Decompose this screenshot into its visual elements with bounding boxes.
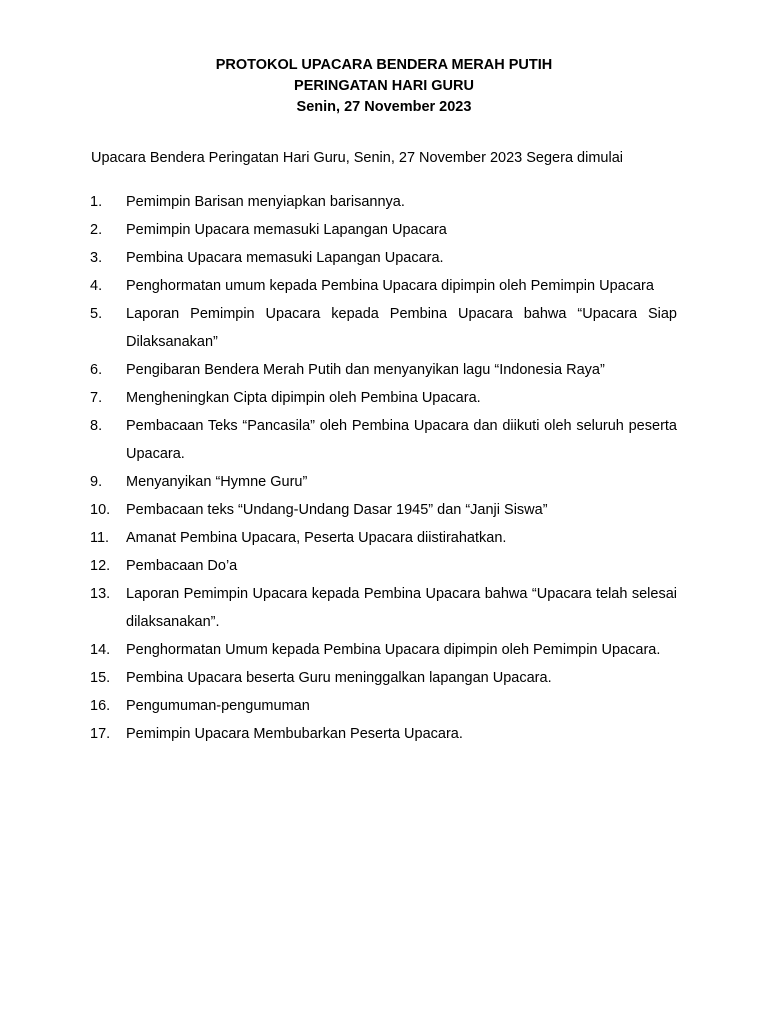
step-text: Pembina Upacara memasuki Lapangan Upacara. <box>126 250 444 266</box>
step-text: Penghormatan umum kepada Pembina Upacara dipimpin oleh Pemimpin Upacara <box>126 278 654 294</box>
step-number: 10. <box>90 502 111 518</box>
step-number: 11. <box>90 530 110 546</box>
step-text: Pembacaan Teks “Pancasila” oleh Pembina Upacara dan diikuti oleh seluruh peserta Upacara. <box>126 418 677 462</box>
step-text: Pemimpin Barisan menyiapkan barisannya. <box>126 194 405 210</box>
step-text: Pembacaan teks “Undang-Undang Dasar 1945” dan “Janji Siswa” <box>126 502 548 518</box>
step-text: Penghormatan Umum kepada Pembina Upacara dipimpin oleh Pemimpin Upacara. <box>126 642 661 658</box>
protocol-step-7 <box>90 384 677 412</box>
protocol-steps-list <box>90 188 677 748</box>
step-text: Pembina Upacara beserta Guru meninggalkan lapangan Upacara. <box>126 670 552 686</box>
step-text: Pemimpin Upacara Membubarkan Peserta Upacara. <box>126 726 463 742</box>
intro-paragraph: Upacara Bendera Peringatan Hari Guru, Senin, 27 November 2023 Segera dimulai <box>91 150 623 166</box>
step-number: 5. <box>90 306 103 322</box>
step-number: 6. <box>90 362 103 378</box>
title-line-2: PERINGATAN HARI GURU <box>294 78 474 94</box>
step-number: 14. <box>90 642 111 658</box>
step-number: 15. <box>90 670 111 686</box>
step-text: Menyanyikan “Hymne Guru” <box>126 474 308 490</box>
protocol-step-9 <box>90 468 677 496</box>
protocol-step-10 <box>90 496 677 524</box>
protocol-step-12 <box>90 552 677 580</box>
protocol-step-17 <box>90 720 677 748</box>
protocol-step-15 <box>90 664 677 692</box>
step-number: 4. <box>90 278 103 294</box>
protocol-step-8 <box>90 412 677 468</box>
protocol-step-1 <box>90 188 677 216</box>
document-title <box>0 55 768 118</box>
step-text: Pemimpin Upacara memasuki Lapangan Upacara <box>126 222 447 238</box>
step-number: 2. <box>90 222 103 238</box>
protocol-step-5 <box>90 300 677 356</box>
step-number: 16. <box>90 698 111 714</box>
step-number: 13. <box>90 586 111 602</box>
title-line-3: Senin, 27 November 2023 <box>296 99 472 115</box>
step-number: 7. <box>90 390 103 406</box>
step-text: Pembacaan Do’a <box>126 558 238 574</box>
step-number: 9. <box>90 474 103 490</box>
step-text: Pengumuman-pengumuman <box>126 698 310 714</box>
step-number: 8. <box>90 418 103 434</box>
step-text: Mengheningkan Cipta dipimpin oleh Pembina Upacara. <box>126 390 481 406</box>
step-number: 3. <box>90 250 103 266</box>
protocol-step-13 <box>90 580 677 636</box>
step-text: Laporan Pemimpin Upacara kepada Pembina Upacara bahwa “Upacara Siap Dilaksanakan” <box>126 306 677 350</box>
step-number: 17. <box>90 726 111 742</box>
protocol-step-4 <box>90 272 677 300</box>
protocol-step-14 <box>90 636 677 664</box>
protocol-step-11 <box>90 524 677 552</box>
step-text: Laporan Pemimpin Upacara kepada Pembina Upacara bahwa “Upacara telah selesai dilaksanakan”. <box>126 586 677 630</box>
step-text: Pengibaran Bendera Merah Putih dan menyanyikan lagu “Indonesia Raya” <box>126 362 605 378</box>
protocol-step-3 <box>90 244 677 272</box>
protocol-step-6 <box>90 356 677 384</box>
step-number: 12. <box>90 558 111 574</box>
protocol-step-2 <box>90 216 677 244</box>
step-text: Amanat Pembina Upacara, Peserta Upacara diistirahatkan. <box>126 530 507 546</box>
step-number: 1. <box>90 194 103 210</box>
protocol-step-16 <box>90 692 677 720</box>
title-line-1: PROTOKOL UPACARA BENDERA MERAH PUTIH <box>215 57 553 73</box>
